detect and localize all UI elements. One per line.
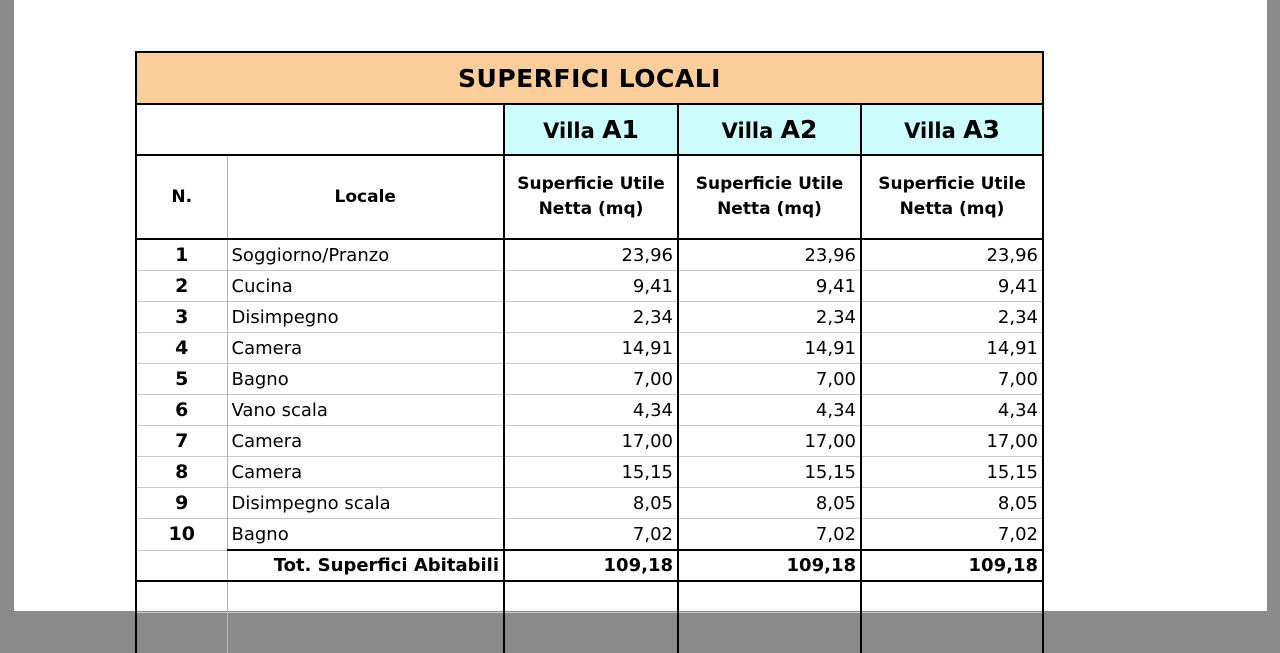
table-row (136, 426, 1043, 457)
row-value-a1: 15,15 (504, 457, 678, 488)
row-value-a2: 7,00 (678, 364, 861, 395)
row-value-a2: 23,96 (678, 239, 861, 271)
row-value-a2: 15,15 (678, 457, 861, 488)
row-number: 1 (136, 239, 227, 271)
row-number: 9 (136, 488, 227, 519)
total-value-a2: 109,18 (678, 550, 861, 581)
row-locale: Soggiorno/Pranzo (227, 239, 504, 271)
table-row (136, 302, 1043, 333)
header-blank-cell (136, 104, 504, 155)
row-value-a3: 17,00 (861, 426, 1043, 457)
row-value-a1: 7,02 (504, 519, 678, 551)
row-value-a3: 8,05 (861, 488, 1043, 519)
empty-cell (504, 613, 678, 653)
column-header-n: N. (136, 155, 227, 239)
total-label: Tot. Superfici Abitabili (227, 550, 504, 581)
row-value-a2: 17,00 (678, 426, 861, 457)
empty-cell (136, 613, 227, 653)
row-value-a1: 4,34 (504, 395, 678, 426)
villa-a3-header: Villa A3 (861, 104, 1043, 155)
row-value-a1: 9,41 (504, 271, 678, 302)
empty-cell (504, 581, 678, 613)
row-number: 7 (136, 426, 227, 457)
row-locale: Camera (227, 426, 504, 457)
column-header-superficie-a3: Superficie Utile Netta (mq) (861, 155, 1043, 239)
total-value-a3: 109,18 (861, 550, 1043, 581)
row-value-a3: 23,96 (861, 239, 1043, 271)
row-value-a3: 14,91 (861, 333, 1043, 364)
table-row (136, 333, 1043, 364)
row-value-a1: 17,00 (504, 426, 678, 457)
row-value-a3: 7,00 (861, 364, 1043, 395)
empty-cell (861, 613, 1043, 653)
row-value-a3: 7,02 (861, 519, 1043, 551)
row-value-a1: 8,05 (504, 488, 678, 519)
table-title: SUPERFICI LOCALI (136, 52, 1043, 104)
column-header-superficie-a2: Superficie Utile Netta (mq) (678, 155, 861, 239)
row-value-a3: 2,34 (861, 302, 1043, 333)
table-row (136, 395, 1043, 426)
table-row (136, 239, 1043, 271)
row-value-a3: 9,41 (861, 271, 1043, 302)
row-value-a2: 7,02 (678, 519, 861, 551)
row-number: 6 (136, 395, 227, 426)
row-value-a2: 9,41 (678, 271, 861, 302)
row-locale: Cucina (227, 271, 504, 302)
row-value-a1: 23,96 (504, 239, 678, 271)
table-row (136, 364, 1043, 395)
empty-cell (678, 613, 861, 653)
empty-cell (227, 581, 504, 613)
villa-a2-header: Villa A2 (678, 104, 861, 155)
row-locale: Bagno (227, 364, 504, 395)
row-value-a1: 14,91 (504, 333, 678, 364)
row-locale: Disimpegno (227, 302, 504, 333)
row-value-a3: 4,34 (861, 395, 1043, 426)
row-number: 4 (136, 333, 227, 364)
row-value-a2: 8,05 (678, 488, 861, 519)
row-locale: Bagno (227, 519, 504, 551)
row-locale: Vano scala (227, 395, 504, 426)
row-number: 3 (136, 302, 227, 333)
document-page (14, 0, 1267, 611)
superfici-table (135, 51, 1044, 653)
row-value-a2: 14,91 (678, 333, 861, 364)
total-row (136, 550, 1043, 581)
row-value-a3: 15,15 (861, 457, 1043, 488)
empty-row (136, 613, 1043, 653)
row-number: 5 (136, 364, 227, 395)
empty-cell (861, 581, 1043, 613)
total-value-a1: 109,18 (504, 550, 678, 581)
table-row (136, 519, 1043, 551)
empty-cell (227, 613, 504, 653)
empty-row (136, 581, 1043, 613)
table-row (136, 271, 1043, 302)
total-number-cell (136, 550, 227, 581)
row-locale: Camera (227, 457, 504, 488)
table-row (136, 488, 1043, 519)
empty-cell (678, 581, 861, 613)
villa-a1-header: Villa A1 (504, 104, 678, 155)
row-number: 10 (136, 519, 227, 551)
column-header-locale: Locale (227, 155, 504, 239)
row-value-a2: 2,34 (678, 302, 861, 333)
column-header-superficie-a1: Superficie Utile Netta (mq) (504, 155, 678, 239)
empty-cell (136, 581, 227, 613)
row-value-a1: 7,00 (504, 364, 678, 395)
row-number: 8 (136, 457, 227, 488)
row-value-a2: 4,34 (678, 395, 861, 426)
table-row (136, 457, 1043, 488)
row-locale: Disimpegno scala (227, 488, 504, 519)
row-locale: Camera (227, 333, 504, 364)
row-number: 2 (136, 271, 227, 302)
row-value-a1: 2,34 (504, 302, 678, 333)
